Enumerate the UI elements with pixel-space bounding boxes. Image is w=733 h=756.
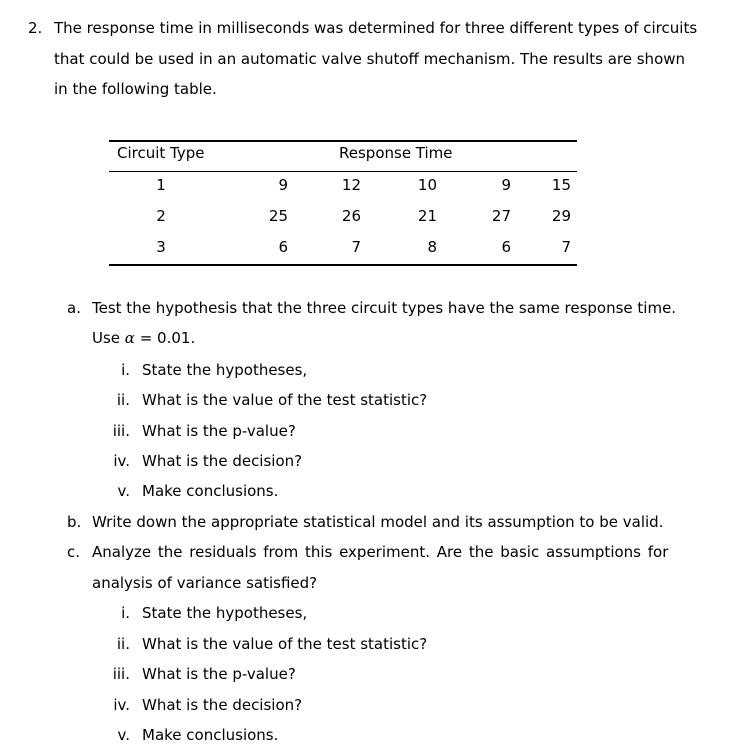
part-a-line-1: Test the hypothesis that the three circuit types have the same response time. bbox=[92, 299, 677, 317]
sub-question-label: iii. bbox=[112, 422, 130, 440]
table-header-rule bbox=[109, 171, 577, 172]
sub-question-text: What is the value of the test statistic? bbox=[142, 391, 428, 409]
table-cell-response-time: 29 bbox=[551, 207, 571, 225]
sub-question-text: State the hypotheses, bbox=[142, 361, 308, 379]
table-cell-response-time: 12 bbox=[341, 176, 361, 194]
table-cell-response-time: 21 bbox=[417, 207, 437, 225]
table-cell-response-time: 6 bbox=[278, 238, 288, 256]
table-cell-response-time: 15 bbox=[551, 176, 571, 194]
sub-question-label: ii. bbox=[116, 391, 130, 409]
table-cell-circuit-type: 1 bbox=[156, 176, 166, 194]
part-a-line-2 bbox=[92, 329, 195, 347]
table-cell-response-time: 6 bbox=[501, 238, 511, 256]
table-cell-response-time: 26 bbox=[341, 207, 361, 225]
sub-question-text: What is the decision? bbox=[142, 452, 303, 470]
sub-question-label: v. bbox=[117, 726, 130, 744]
part-a-label: a. bbox=[67, 299, 81, 317]
sub-question-label: ii. bbox=[116, 635, 130, 653]
sub-question-label: i. bbox=[121, 361, 130, 379]
sub-question-label: iii. bbox=[112, 665, 130, 683]
table-cell-response-time: 25 bbox=[268, 207, 288, 225]
table-bottom-rule bbox=[109, 264, 577, 266]
table-cell-response-time: 10 bbox=[417, 176, 437, 194]
sub-question-label: iv. bbox=[113, 452, 130, 470]
table-cell-circuit-type: 2 bbox=[156, 207, 166, 225]
part-a-use-text: Use bbox=[92, 329, 125, 347]
table-cell-response-time: 7 bbox=[351, 238, 361, 256]
table-top-rule bbox=[109, 140, 577, 142]
header-circuit-type: Circuit Type bbox=[117, 144, 205, 162]
intro-line-2: that could be used in an automatic valve shutoff mechanism. The results are shown bbox=[54, 50, 686, 68]
table-cell-response-time: 9 bbox=[278, 176, 288, 194]
part-b-label: b. bbox=[67, 513, 82, 531]
header-response-time: Response Time bbox=[339, 144, 453, 162]
table-cell-response-time: 27 bbox=[491, 207, 511, 225]
sub-question-label: i. bbox=[121, 604, 130, 622]
part-b-text: Write down the appropriate statistical model and its assumption to be valid. bbox=[92, 513, 664, 531]
sub-question-text: What is the p-value? bbox=[142, 665, 296, 683]
table-cell-response-time: 7 bbox=[561, 238, 571, 256]
sub-question-text: State the hypotheses, bbox=[142, 604, 308, 622]
intro-line-3: in the following table. bbox=[54, 80, 217, 98]
part-c-label: c. bbox=[67, 543, 81, 561]
part-a-alpha-value: = 0.01. bbox=[134, 329, 196, 347]
part-c-line-2: analysis of variance satisfied? bbox=[92, 574, 318, 592]
sub-question-text: Make conclusions. bbox=[142, 482, 279, 500]
part-c-line-1: Analyze the residuals from this experiment. Are the basic assumptions for bbox=[92, 543, 669, 561]
sub-question-text: Make conclusions. bbox=[142, 726, 279, 744]
sub-question-text: What is the decision? bbox=[142, 696, 303, 714]
alpha-symbol: α bbox=[124, 329, 135, 347]
sub-question-text: What is the value of the test statistic? bbox=[142, 635, 428, 653]
table-cell-response-time: 8 bbox=[427, 238, 437, 256]
intro-line-1: The response time in milliseconds was determined for three different types of circuits bbox=[54, 19, 698, 37]
table-cell-circuit-type: 3 bbox=[156, 238, 166, 256]
sub-question-text: What is the p-value? bbox=[142, 422, 296, 440]
question-number: 2. bbox=[28, 19, 43, 37]
sub-question-label: v. bbox=[117, 482, 130, 500]
sub-question-label: iv. bbox=[113, 696, 130, 714]
table-cell-response-time: 9 bbox=[501, 176, 511, 194]
